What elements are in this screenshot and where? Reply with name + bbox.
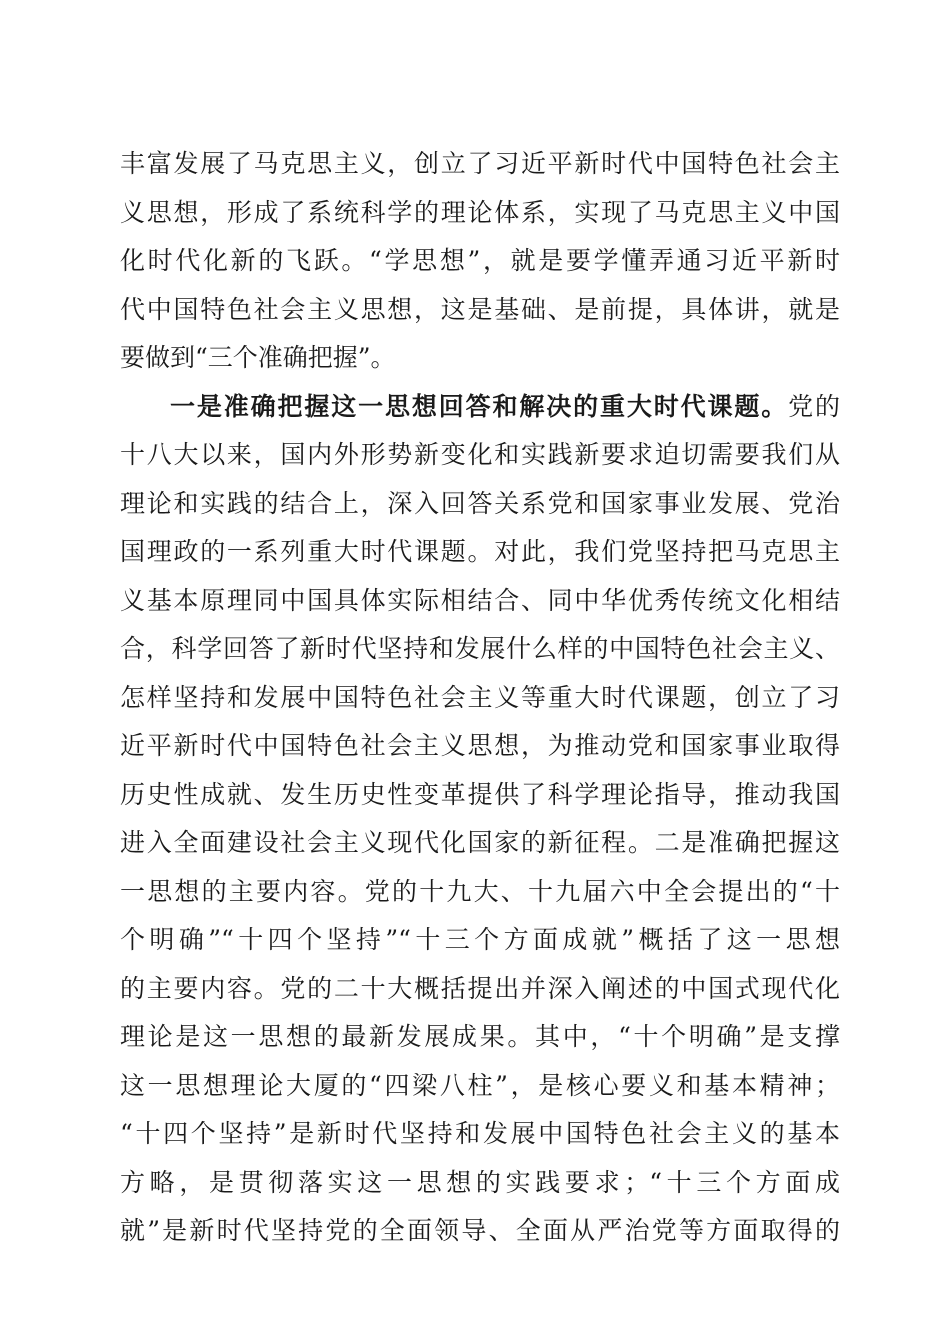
text-line: 丰富发展了马克思主义，创立了习近平新时代中国特色社会主 — [120, 149, 840, 178]
text-line: 理论和实践的结合上，深入回答关系党和国家事业发展、党治 — [120, 488, 840, 518]
text-line: 方略，是贯彻落实这一思想的实践要求；“十三个方面成 — [120, 1167, 840, 1197]
text-line: 化时代化新的飞跃。“学思想”，就是要学懂弄通习近平新时 — [120, 246, 840, 275]
body-text — [120, 140, 840, 1256]
paragraph-first-line — [120, 383, 840, 432]
text-line: 义基本原理同中国具体实际相结合、同中华优秀传统文化相结 — [120, 585, 840, 615]
text-line: 十八大以来，国内外形势新变化和实践新要求迫切需要我们从 — [120, 440, 840, 469]
text-line: 代中国特色社会主义思想，这是基础、是前提，具体讲，就是 — [120, 294, 840, 324]
text-span: 党的 — [788, 391, 840, 421]
text-line: 要做到“三个准确把握”。 — [120, 343, 396, 372]
text-line: 的主要内容。党的二十大概括提出并深入阐述的中国式现代化 — [120, 973, 840, 1003]
text-line: “十四个坚持”是新时代坚持和发展中国特色社会主义的基本 — [120, 1119, 840, 1148]
text-line: 历史性成就、发生历史性变革提供了科学理论指导，推动我国 — [120, 779, 840, 809]
text-line: 怎样坚持和发展中国特色社会主义等重大时代课题，创立了习 — [120, 682, 840, 712]
text-line: 合，科学回答了新时代坚持和发展什么样的中国特色社会主义、 — [120, 634, 840, 663]
bold-heading-text: 一是准确把握这一思想回答和解决的重大时代课题。 — [170, 391, 789, 421]
text-line: 这一思想理论大厦的“四梁八柱”，是核心要义和基本精神； — [120, 1070, 840, 1100]
text-line: 近平新时代中国特色社会主义思想，为推动党和国家事业取得 — [120, 731, 840, 760]
text-line: 理论是这一思想的最新发展成果。其中，“十个明确”是支撑 — [120, 1022, 840, 1051]
text-line: 就”是新时代坚持党的全面领导、全面从严治党等方面取得的 — [120, 1216, 840, 1245]
text-line: 进入全面建设社会主义现代化国家的新征程。二是准确把握这 — [120, 828, 840, 857]
text-line: 国理政的一系列重大时代课题。对此，我们党坚持把马克思主 — [120, 537, 840, 566]
text-line: 一思想的主要内容。党的十九大、十九届六中全会提出的“十 — [120, 876, 840, 906]
text-line: 义思想，形成了系统科学的理论体系，实现了马克思主义中国 — [120, 197, 840, 227]
text-line: 个明确”“十四个坚持”“十三个方面成就”概括了这一思想 — [120, 925, 840, 954]
